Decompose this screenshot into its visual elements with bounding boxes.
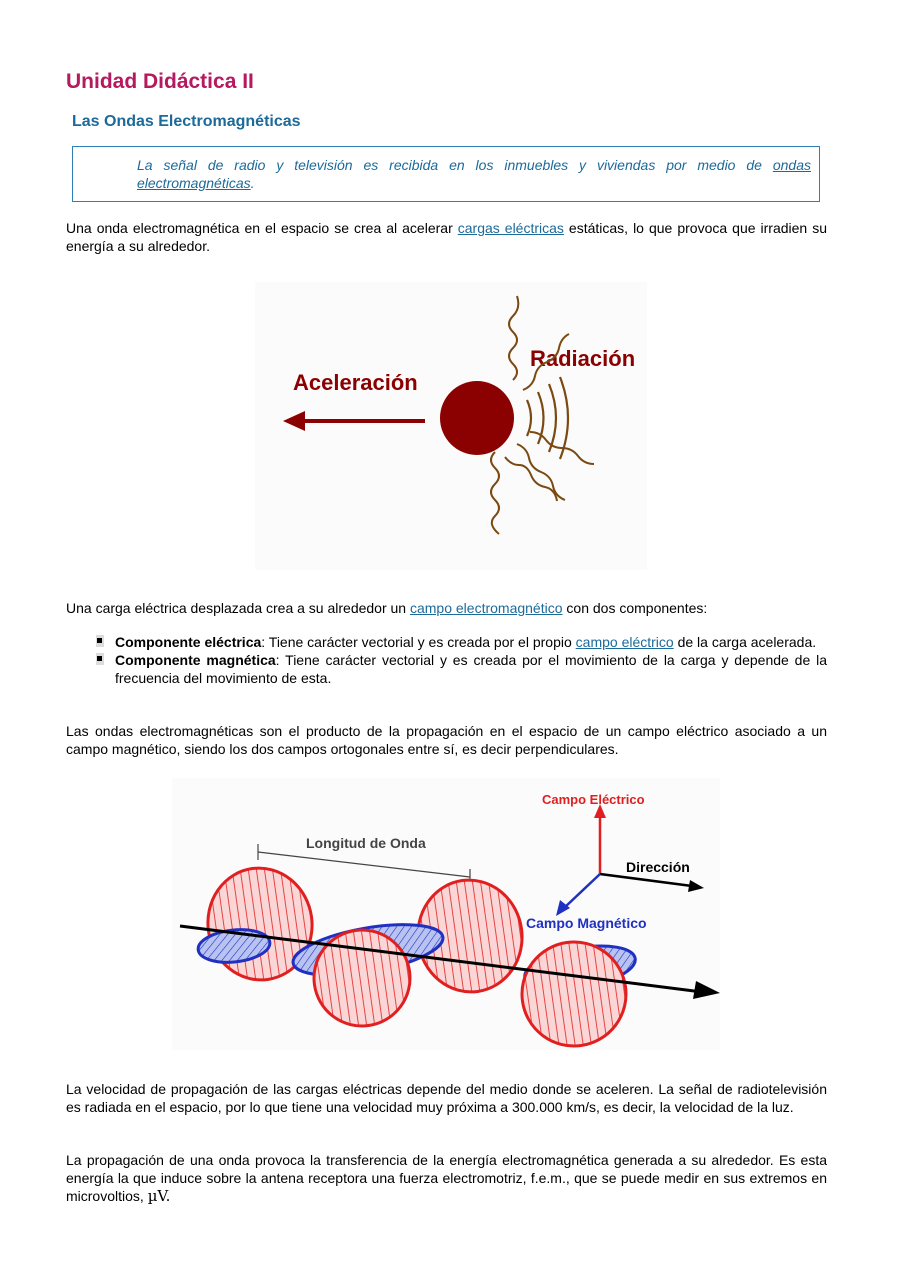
list-item-componente-magnetica	[96, 651, 827, 687]
microvolt-unit: µV.	[147, 1187, 171, 1205]
paragraph-2-text-a: Una carga eléctrica desplazada crea a su alrededor un	[66, 600, 410, 616]
figure-em-wave	[172, 778, 720, 1050]
paragraph-3: Las ondas electromagnéticas son el producto de la propagación en el espacio de un campo eléctrico asociado a un campo magnético, siendo los dos campos ortogonales entre sí, es decir perpendiculares.	[66, 723, 827, 757]
paragraph-1-text-b: estáticas, lo que provoca que irradien su energía a su alrededor.	[66, 220, 828, 254]
paragraph-2-text-b: con dos componentes:	[562, 600, 708, 616]
paragraph-2	[66, 599, 827, 617]
bullet-icon	[96, 635, 104, 647]
quote-text-end: .	[250, 175, 255, 191]
bullet-1-text-b: de la carga acelerada.	[673, 634, 817, 650]
link-campo-electromagnetico[interactable]: campo electromagnético	[409, 600, 563, 616]
label-radiacion: Radiación	[530, 346, 636, 371]
label-campo-magnetico: Campo Magnético	[526, 915, 647, 931]
link-ondas-electromagneticas[interactable]: ondas electromagnéticas	[137, 157, 811, 191]
figure-accelerated-charge	[255, 282, 647, 570]
link-cargas-electricas[interactable]: cargas eléctricas	[457, 220, 564, 236]
label-campo-electrico: Campo Eléctrico	[542, 792, 645, 807]
bullet-icon	[96, 653, 104, 665]
page-title: Unidad Didáctica II	[66, 70, 254, 93]
section-title: Las Ondas Electromagnéticas	[72, 113, 301, 130]
components-list	[96, 633, 827, 687]
list-item-componente-electrica	[96, 633, 827, 651]
label-direccion: Dirección	[626, 859, 690, 875]
link-campo-electrico[interactable]: campo eléctrico	[575, 634, 674, 650]
label-longitud-de-onda: Longitud de Onda	[306, 835, 426, 851]
paragraph-5	[66, 1151, 827, 1205]
accelerated-charge	[440, 381, 514, 455]
paragraph-4: La velocidad de propagación de las cargas eléctricas depende del medio donde se aceleren. La señal de radiotelevisión es radiada en el espacio, por lo que tiene una velocidad muy próxima a 300.000 km/s, es decir, la velocidad de la luz.	[66, 1081, 827, 1115]
bullet-2-text-a: : Tiene carácter vectorial y es creada por el movimiento de la carga y depende de la frecuencia del movimiento de esta.	[115, 652, 827, 686]
bullet-1-title: Componente eléctrica	[115, 634, 262, 650]
paragraph-1-text-a: Una onda electromagnética en el espacio se crea al acelerar	[66, 220, 458, 236]
quote-text	[137, 156, 811, 192]
bullet-2-title: Componente magnética	[115, 652, 276, 668]
bullet-1-text-a: : Tiene carácter vectorial y es creada por el propio	[261, 634, 576, 650]
paragraph-1	[66, 219, 827, 255]
label-aceleracion: Aceleración	[293, 370, 418, 395]
quote-box	[72, 146, 820, 202]
quote-text-body: La señal de radio y televisión es recibida en los inmuebles y viviendas por medio de	[137, 157, 773, 173]
paragraph-5-text: La propagación de una onda provoca la transferencia de la energía electromagnética generada a su alrededor. Es esta energía la que induce sobre la antena receptora una fuerza electromotriz, f.e.m., que se puede medir en sus extremos en microvoltios,	[66, 1152, 827, 1204]
